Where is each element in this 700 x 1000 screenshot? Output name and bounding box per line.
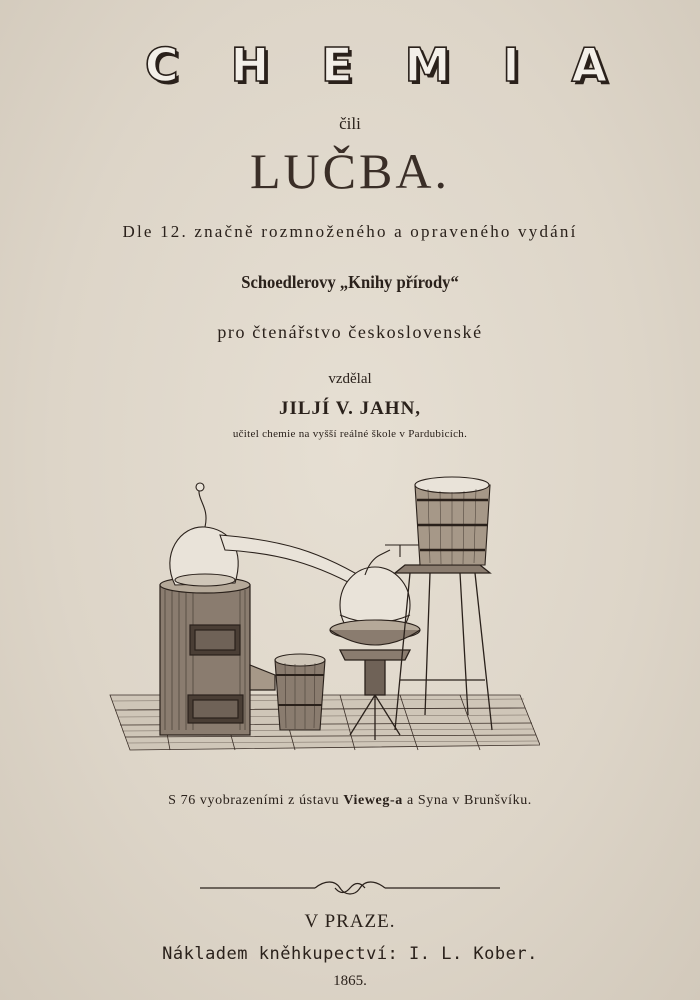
audience-line: pro čtenářstvo československé: [217, 322, 483, 342]
title-connector: čili: [339, 114, 361, 133]
imprint-year: 1865.: [333, 973, 367, 989]
caption-firm: Vieweg-a: [343, 793, 403, 808]
imprint-publisher: Nákladem kněhkupectví: I. L. Kober.: [162, 944, 538, 964]
author-role: učitel chemie na vyšší reálné škole v Pardubicích.: [232, 428, 468, 440]
edition-line: Dle 12. značně rozmnoženého a opraveného vydání: [122, 222, 578, 241]
book-subtitle: LUČBA.: [250, 143, 450, 199]
caption-suffix: a Syna v Brunšvíku.: [406, 793, 532, 808]
decorative-rule: [195, 878, 505, 898]
imprint-place: V PRAZE.: [304, 911, 396, 932]
author-name: JILJÍ V. JAHN,: [278, 398, 422, 419]
author-intro: vzdělal: [328, 371, 372, 387]
source-line: Schoedlerovy „Knihy přírody“: [241, 272, 459, 292]
distillation-apparatus-engraving: [100, 465, 540, 785]
book-title: CHEMIA: [144, 38, 660, 92]
caption-prefix: S 76 vyobrazeními z ústavu: [168, 793, 340, 808]
illustration-caption: [0, 793, 700, 809]
